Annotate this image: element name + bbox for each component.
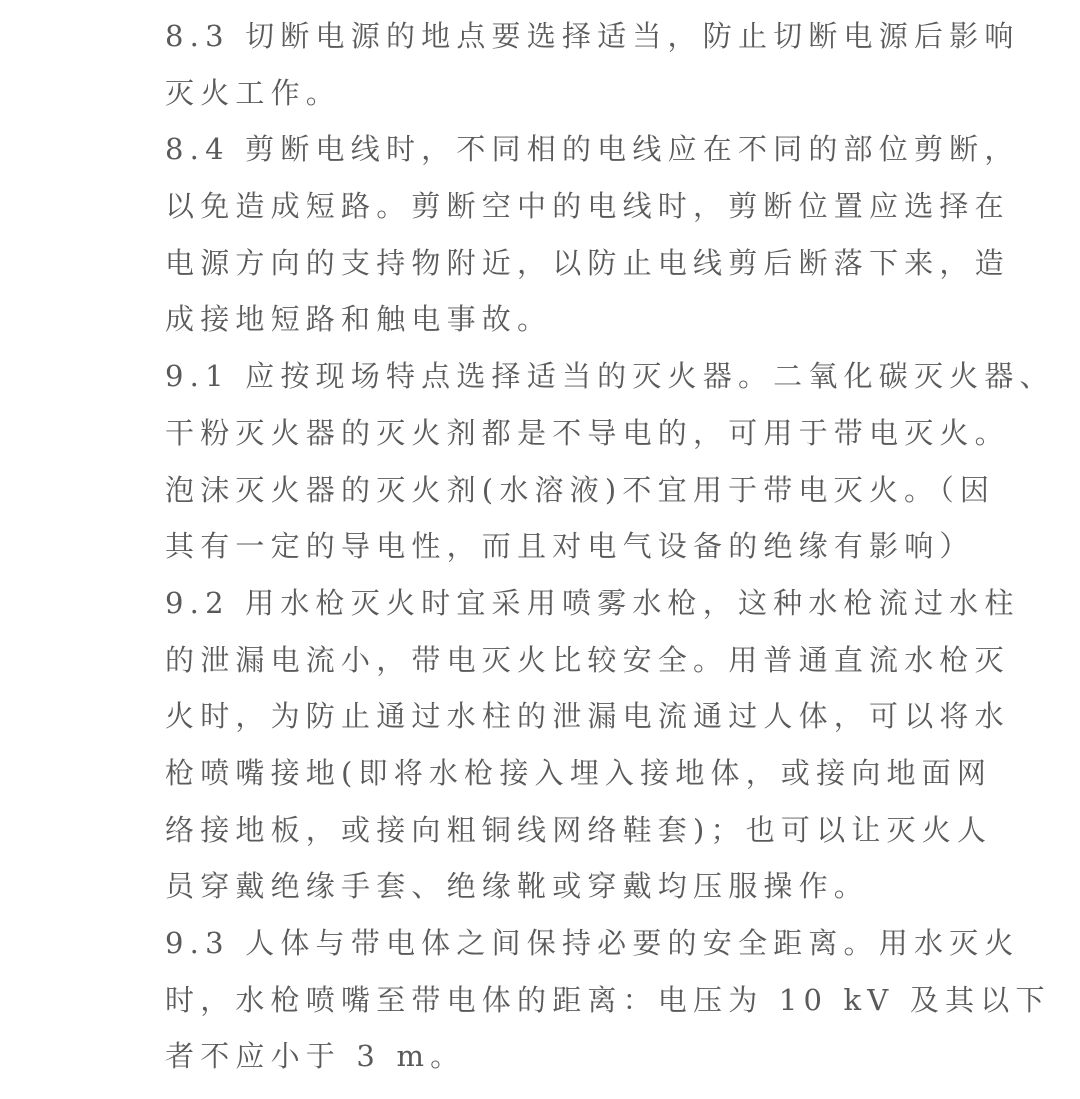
text-line-9-2-f: 员穿戴绝缘手套、绝缘靴或穿戴均压服操作。 [165,869,870,904]
text-line-9-3-b: 时，水枪喷嘴至带电体的距离：电压为 10 kV 及其以下 [165,982,1051,1017]
text-line-9-2-d: 枪喷嘴接地(即将水枪接入埋入接地体，或接向地面网 [165,755,993,790]
text-line-9-1-c: 泡沫灭火器的灭火剂(水溶液)不宜用于带电灭火。（因 [165,472,996,507]
text-line-9-1-d: 其有一定的导电性，而且对电气设备的绝缘有影响） [165,529,975,564]
text-line-9-3-c: 者不应小于 3 m。 [165,1039,466,1074]
text-line-9-1-a: 9.1 应按现场特点选择适当的灭火器。二氧化碳灭火器、 [165,359,1055,394]
text-line-9-3-a: 9.3 人体与带电体之间保持必要的安全距离。用水灭火 [165,926,1020,960]
body-text [165,8,1055,1085]
text-line-8-3-b: 灭火工作。 [165,75,342,110]
text-line-8-3-a: 8.3 切断电源的地点要选择适当，防止切断电源后影响 [165,19,1020,53]
text-line-9-1-b: 干粉灭火器的灭火剂都是不导电的，可用于带电灭火。 [165,415,1010,450]
text-line-9-2-e: 络接地板，或接向粗铜线网络鞋套)；也可以让灭火人 [165,812,993,847]
text-line-8-4-c: 电源方向的支持物附近，以防止电线剪后断落下来，造 [165,245,1010,280]
text-line-8-4-a: 8.4 剪断电线时，不同相的电线应在不同的部位剪断， [165,132,1020,167]
text-line-9-2-a: 9.2 用水枪灭火时宜采用喷雾水枪，这种水枪流过水柱 [165,585,1020,620]
text-line-8-4-b: 以免造成短路。剪断空中的电线时，剪断位置应选择在 [165,189,1010,224]
text-line-9-2-c: 火时，为防止通过水柱的泄漏电流通过人体，可以将水 [165,699,1010,734]
text-line-8-4-d: 成接地短路和触电事故。 [165,302,553,337]
text-line-9-2-b: 的泄漏电流小，带电灭火比较安全。用普通直流水枪灭 [165,642,1010,677]
